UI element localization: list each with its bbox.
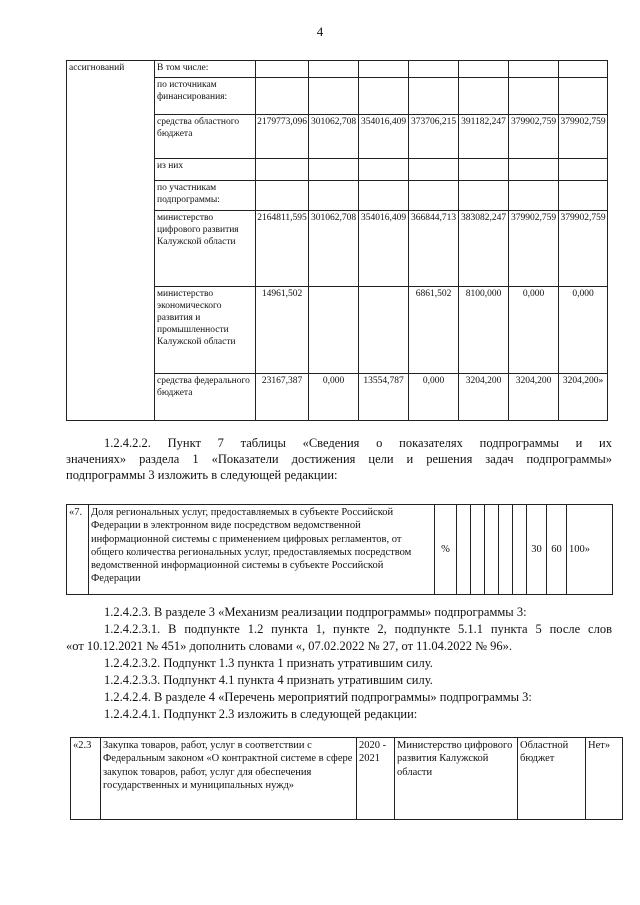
- paragraph-line: 1.2.4.2.4.1. Подпункт 2.3 изложить в следующей редакции:: [104, 707, 418, 721]
- allocations-label-cell: ассигнований: [67, 61, 155, 421]
- paragraph-line: «от 10.12.2021 № 451» дополнить словами «, 07.02.2022 № 27, от 11.04.2022 № 96».: [66, 639, 512, 653]
- activity-source: Областной бюджет: [518, 738, 586, 820]
- value-cell: 0,000: [409, 374, 459, 421]
- value-cell: 379902,759: [509, 211, 559, 287]
- value-cell: 2179773,096: [256, 115, 309, 159]
- financing-table: [66, 60, 608, 421]
- activity-executor: Министерство цифрового развития Калужской области: [395, 738, 518, 820]
- value-cell: 379902,759: [559, 211, 608, 287]
- value-cell: 3204,200: [509, 374, 559, 421]
- value-cell: 354016,409: [359, 115, 409, 159]
- indicator-value: [457, 505, 471, 595]
- indicator-value: [485, 505, 499, 595]
- row-name: средства областного бюджета: [155, 115, 256, 159]
- indicator-value: [499, 505, 513, 595]
- value-cell: [309, 287, 359, 374]
- indicator-value: 100»: [567, 505, 613, 595]
- value-cell: 23167,387: [256, 374, 309, 421]
- value-cell: [359, 287, 409, 374]
- value-cell: 301062,708: [309, 115, 359, 159]
- row-name: по источникам финансирования:: [155, 78, 256, 115]
- value-cell: 14961,502: [256, 287, 309, 374]
- value-cell: 391182,247: [459, 115, 509, 159]
- value-cell: 379902,759: [509, 115, 559, 159]
- paragraph-line: 1.2.4.2.3.1. В подпункте 1.2 пункта 1, пункте 2, подпункте 5.1.1 пункта 5 после слов: [104, 622, 612, 636]
- indicator-value: 30: [527, 505, 547, 595]
- row-name: В том числе:: [155, 61, 256, 78]
- row-name: из них: [155, 159, 256, 181]
- activity-amount: Нет»: [586, 738, 623, 820]
- paragraph-line: 1.2.4.2.2. Пункт 7 таблицы «Сведения о показателях подпрограммы и их: [104, 436, 612, 450]
- row-name: министерство экономического развития и промышленности Калужской области: [155, 287, 256, 374]
- value-cell: 383082,247: [459, 211, 509, 287]
- activity-text: Закупка товаров, работ, услуг в соответствии с Федеральным законом «О контрактной системе в сфере закупок товаров, работ, услуг для обеспечения государственных и муниципальных нужд»: [101, 738, 357, 820]
- indicator-value: 60: [547, 505, 567, 595]
- value-cell: 3204,200»: [559, 374, 608, 421]
- indicator-unit: %: [435, 505, 457, 595]
- value-cell: 13554,787: [359, 374, 409, 421]
- paragraph-line: 1.2.4.2.3.2. Подпункт 1.3 пункта 1 признать утратившим силу.: [104, 656, 433, 670]
- value-cell: 0,000: [309, 374, 359, 421]
- indicator-value: [471, 505, 485, 595]
- row-name: министерство цифрового развития Калужской области: [155, 211, 256, 287]
- value-cell: 379902,759: [559, 115, 608, 159]
- paragraph-line: подпрограммы 3 изложить в следующей редакции:: [66, 468, 338, 482]
- activity-number: «2.3: [71, 738, 101, 820]
- value-cell: 373706,215: [409, 115, 459, 159]
- indicator-number: «7.: [67, 505, 89, 595]
- paragraph-line: 1.2.4.2.4. В разделе 4 «Перечень мероприятий подпрограммы» подпрограммы 3:: [104, 690, 532, 704]
- paragraph-line: 1.2.4.2.3.3. Подпункт 4.1 пункта 4 признать утратившим силу.: [104, 673, 433, 687]
- row-name: по участникам подпрограммы:: [155, 181, 256, 211]
- value-cell: 3204,200: [459, 374, 509, 421]
- row-name: средства федерального бюджета: [155, 374, 256, 421]
- indicator-table: [66, 504, 613, 595]
- value-cell: 0,000: [559, 287, 608, 374]
- value-cell: 301062,708: [309, 211, 359, 287]
- indicator-text: Доля региональных услуг, предоставляемых в субъекте Российской Федерации в электронном виде посредством ведомственной информационной системы с применением цифровых регламентов, от общего количества региональных услуг, предоставляемых посредством ведомственной информационной системы в субъекте Российской Федерации: [89, 505, 435, 595]
- value-cell: 366844,713: [409, 211, 459, 287]
- value-cell: 0,000: [509, 287, 559, 374]
- value-cell: 354016,409: [359, 211, 409, 287]
- activities-table: [70, 737, 623, 820]
- page-number: 4: [316, 24, 324, 39]
- activity-period: 2020 - 2021: [357, 738, 395, 820]
- paragraph-line: значениях» раздела 1 «Показатели достижения цели и решения задач подпрограммы»: [66, 452, 612, 466]
- paragraph-line: 1.2.4.2.3. В разделе 3 «Механизм реализации подпрограммы» подпрограммы 3:: [104, 605, 527, 619]
- value-cell: 6861,502: [409, 287, 459, 374]
- value-cell: 2164811,595: [256, 211, 309, 287]
- indicator-value: [513, 505, 527, 595]
- value-cell: 8100,000: [459, 287, 509, 374]
